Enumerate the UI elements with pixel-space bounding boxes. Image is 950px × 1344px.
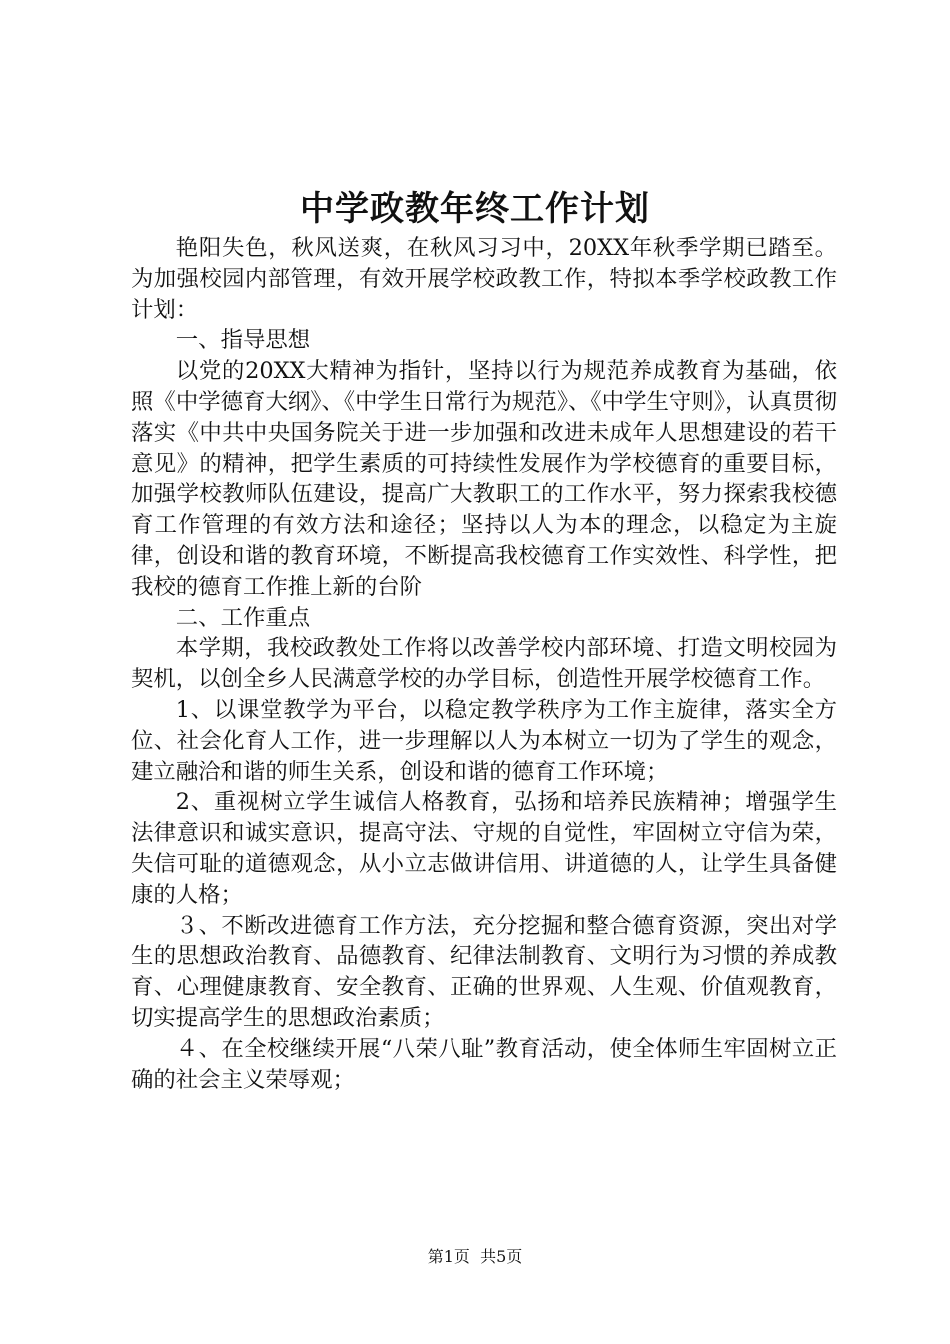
work-focus-paragraph: 本学期，我校政教处工作将以改善学校内部环境、打造文明校园为契机，以创全乡人民满意学校的办学目标，创造性开展学校德育工作。: [131, 635, 837, 693]
document-title: 中学政教年终工作计划: [300, 189, 650, 229]
page-footer: [0, 1246, 950, 1268]
document-body: [131, 233, 837, 1095]
footer-spacer: [470, 1247, 480, 1266]
guiding-ideology-paragraph: 以党的20XX大精神为指针，坚持以行为规范养成教育为基础，依照《中学德育大纲》、《中学生日常行为规范》、《中学生守则》，认真贯彻落实《中共中央国务院关于进一步加强和改进未成年人思想建设的若干意见》的精神，把学生素质的可持续性发展作为学校德育的重要目标，加强学校教师队伍建设，提高广大教职工的工作水平，努力探索我校德育工作管理的有效方法和途径；坚持以人为本的理念，以稳定为主旋律，创设和谐的教育环境，不断提高我校德育工作实效性、科学性，把我校的德育工作推上新的台阶: [131, 358, 837, 600]
page-number: 第1页: [427, 1247, 470, 1266]
intro-paragraph: 艳阳失色，秋风送爽，在秋风习习中，20XX年秋季学期已踏至。为加强校园内部管理，有效开展学校政教工作，特拟本季学校政教工作计划：: [131, 235, 837, 323]
work-item-1: 1、以课堂教学为平台，以稳定教学秩序为工作主旋律，落实全方位、社会化育人工作，进一步理解以人为本树立一切为了学生的观念，建立融洽和谐的师生关系，创设和谐的德育工作环境；: [131, 696, 837, 785]
work-item-3: ３、不断改进德育工作方法，充分挖掘和整合德育资源，突出对学生的思想政治教育、品德教育、纪律法制教育、文明行为习惯的养成教育、心理健康教育、安全教育、正确的世界观、人生观、价值观教育，切实提高学生的思想政治素质；: [131, 912, 837, 1031]
work-item-2: 2、重视树立学生诚信人格教育，弘扬和培养民族精神；增强学生法律意识和诚实意识，提高守法、守规的自觉性，牢固树立守信为荣，失信可耻的道德观念，从小立志做讲信用、讲道德的人，让学生具备健康的人格；: [131, 789, 837, 908]
section-heading-work-focus: 二、工作重点: [175, 604, 311, 631]
section-heading-guiding-ideology: 一、指导思想: [175, 327, 311, 354]
work-item-4: ４、在全校继续开展“八荣八耻”教育活动，使全体师生牢固树立正确的社会主义荣辱观；: [131, 1035, 837, 1093]
page-total: 共5页: [480, 1247, 523, 1266]
